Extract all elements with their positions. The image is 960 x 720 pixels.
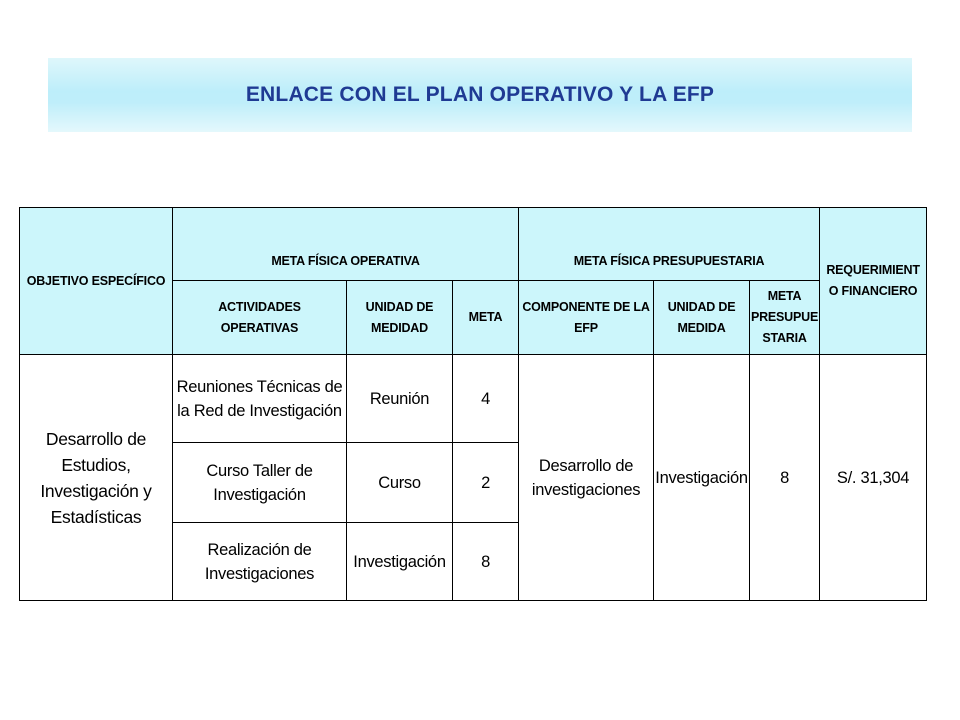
meta-cell: 4 [453, 355, 519, 443]
header-row-1 [20, 208, 927, 281]
title-banner [48, 58, 912, 132]
requerimiento-financiero-cell: S/. 31,304 [820, 355, 927, 601]
header-unidad-medida: UNIDAD DE MEDIDA [654, 281, 750, 355]
page-title: ENLACE CON EL PLAN OPERATIVO Y LA EFP [245, 83, 715, 106]
header-objetivo: OBJETIVO ESPECÍFICO [20, 208, 173, 355]
meta-cell: 2 [453, 443, 519, 523]
objetivo-cell: Desarrollo de Estudios, Investigación y Estadísticas [20, 355, 173, 601]
unidad-cell: Curso [347, 443, 453, 523]
header-meta-presupuestaria: META PRESUPUE STARIA [750, 281, 820, 355]
header-requerimiento-financiero: REQUERIMIENT O FINANCIERO [820, 208, 927, 355]
header-meta: META [453, 281, 519, 355]
plan-table [19, 207, 927, 601]
header-unidad-medidad: UNIDAD DE MEDIDAD [347, 281, 453, 355]
header-componente: COMPONENTE DE LA EFP [519, 281, 654, 355]
componente-cell: Desarrollo de investigaciones [519, 355, 654, 601]
meta-cell: 8 [453, 523, 519, 601]
header-actividades: ACTIVIDADES OPERATIVAS [173, 281, 347, 355]
header-meta-fisica-presupuestaria: META FÍSICA PRESUPUESTARIA [519, 208, 820, 281]
actividad-cell: Reuniones Técnicas de la Red de Investigación [173, 355, 347, 443]
unidad-cell: Reunión [347, 355, 453, 443]
actividad-cell: Realización de Investigaciones [173, 523, 347, 601]
table-row [20, 355, 927, 443]
unidad-medida-cell: Investigación [654, 355, 750, 601]
meta-presupuestaria-cell: 8 [750, 355, 820, 601]
actividad-cell: Curso Taller de Investigación [173, 443, 347, 523]
unidad-cell: Investigación [347, 523, 453, 601]
header-meta-fisica-operativa: META FÍSICA OPERATIVA [173, 208, 519, 281]
